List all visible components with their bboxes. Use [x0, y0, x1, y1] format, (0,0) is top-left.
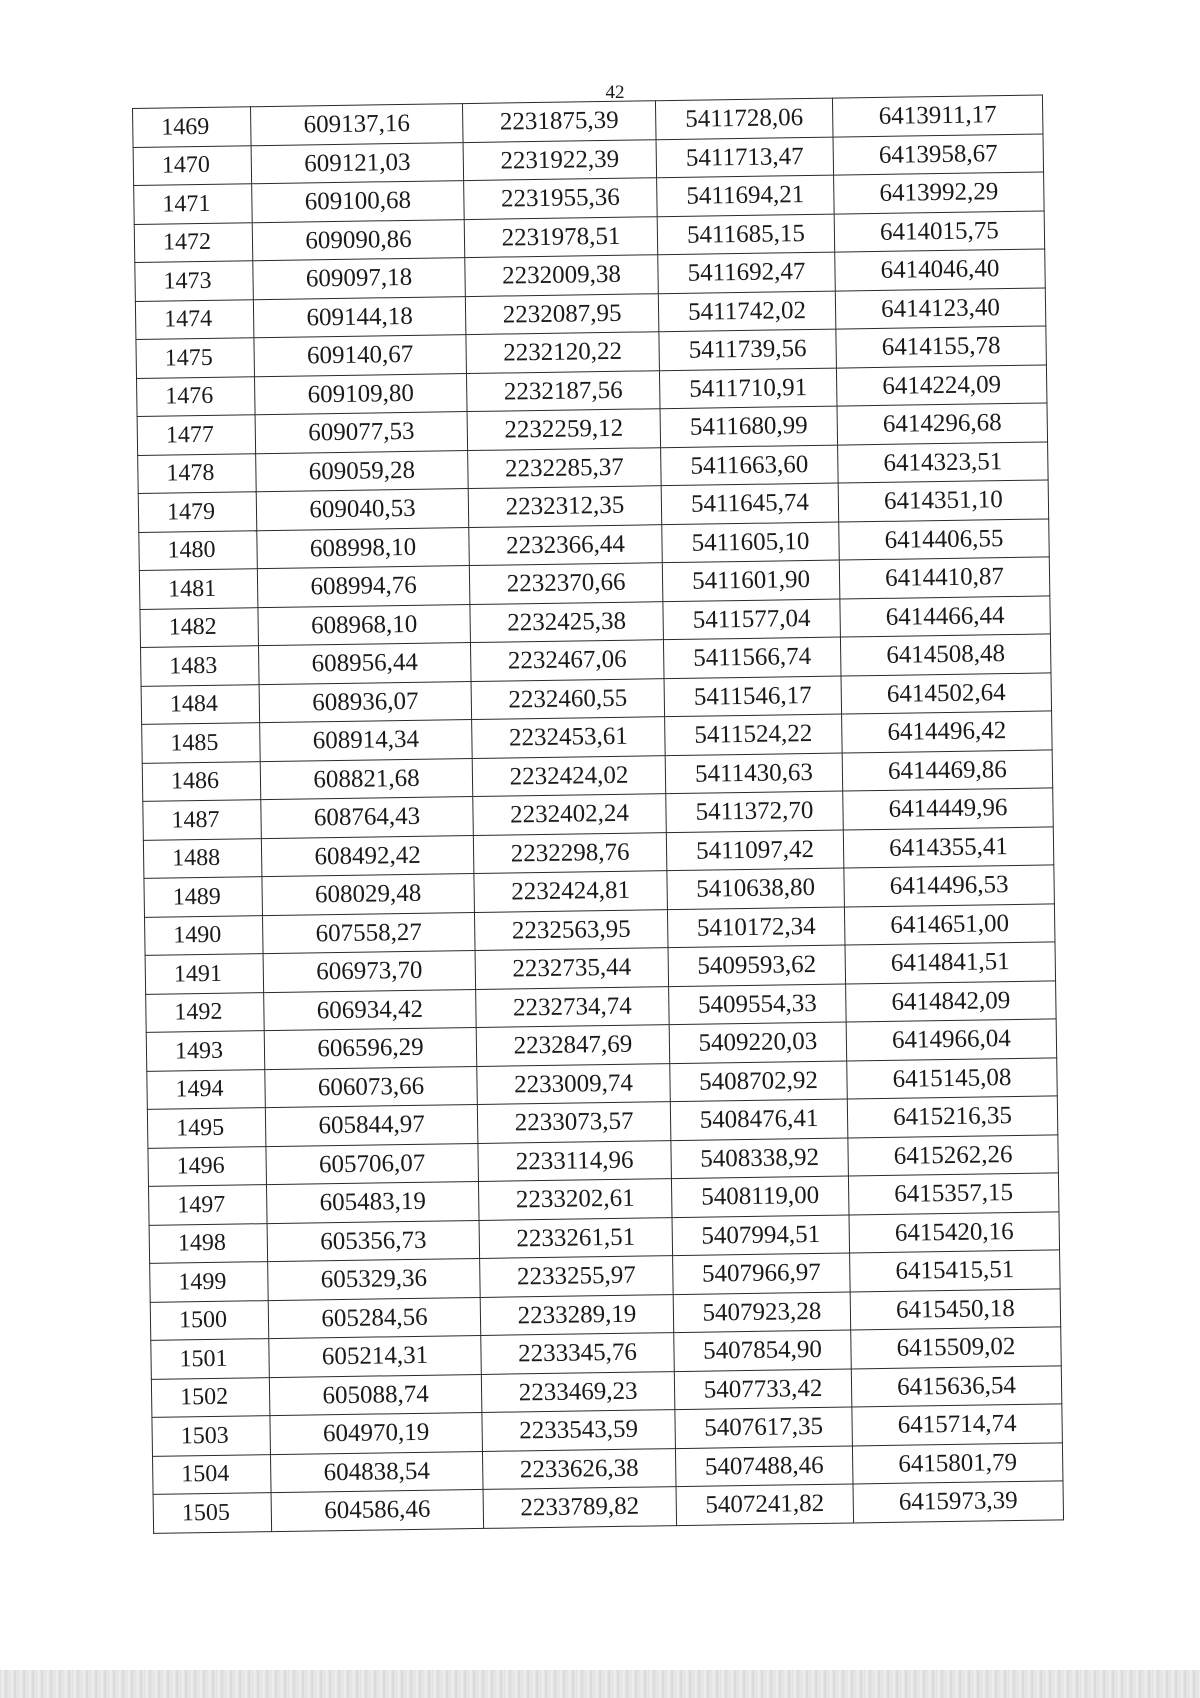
y-coordinate-cell: 2233202,61: [478, 1179, 672, 1220]
x-coordinate-cell: 608998,10: [257, 527, 470, 569]
point-number-cell: 1486: [142, 761, 261, 801]
point-number-cell: 1489: [144, 877, 263, 917]
y2-coordinate-cell: 6414406,55: [839, 518, 1050, 560]
x-coordinate-cell: 607558,27: [262, 912, 475, 954]
y2-coordinate-cell: 6415420,16: [849, 1211, 1060, 1253]
x2-coordinate-cell: 5407994,51: [672, 1214, 850, 1255]
x-coordinate-cell: 606596,29: [264, 1027, 477, 1069]
y2-coordinate-cell: 6414449,96: [843, 788, 1054, 830]
y-coordinate-cell: 2233469,23: [481, 1371, 675, 1412]
y-coordinate-cell: 2233261,51: [479, 1217, 673, 1258]
y-coordinate-cell: 2232424,02: [472, 755, 666, 796]
y2-coordinate-cell: 6414841,51: [845, 942, 1056, 984]
point-number-cell: 1477: [137, 415, 256, 455]
y2-coordinate-cell: 6414496,42: [842, 711, 1053, 753]
y2-coordinate-cell: 6414966,04: [846, 1019, 1057, 1061]
y2-coordinate-cell: 6414046,40: [835, 249, 1046, 291]
x-coordinate-cell: 609090,86: [252, 219, 465, 261]
y2-coordinate-cell: 6414842,09: [846, 980, 1057, 1022]
point-number-cell: 1478: [138, 453, 257, 493]
y-coordinate-cell: 2232366,44: [469, 524, 663, 565]
x-coordinate-cell: 609137,16: [250, 104, 463, 146]
table-body: [133, 95, 1064, 1533]
y-coordinate-cell: 2232312,35: [468, 486, 662, 527]
point-number-cell: 1503: [152, 1416, 271, 1456]
y2-coordinate-cell: 6415636,54: [851, 1365, 1062, 1407]
y2-coordinate-cell: 6415801,79: [852, 1442, 1063, 1484]
y2-coordinate-cell: 6414296,68: [837, 403, 1048, 445]
point-number-cell: 1472: [134, 222, 253, 262]
point-number-cell: 1481: [139, 569, 258, 609]
y-coordinate-cell: 2232563,95: [474, 909, 668, 950]
x2-coordinate-cell: 5408338,92: [671, 1137, 849, 1178]
y-coordinate-cell: 2232187,56: [466, 370, 660, 411]
y2-coordinate-cell: 6414410,87: [839, 557, 1050, 599]
y2-coordinate-cell: 6414651,00: [844, 903, 1055, 945]
y2-coordinate-cell: 6415450,18: [850, 1288, 1061, 1330]
point-number-cell: 1494: [147, 1069, 266, 1109]
x2-coordinate-cell: 5407733,42: [674, 1368, 852, 1409]
x-coordinate-cell: 609100,68: [252, 181, 465, 223]
point-number-cell: 1490: [145, 915, 264, 955]
y2-coordinate-cell: 6415973,39: [853, 1481, 1064, 1523]
y2-coordinate-cell: 6415509,02: [851, 1327, 1062, 1369]
x2-coordinate-cell: 5411097,42: [666, 830, 844, 871]
x2-coordinate-cell: 5411605,10: [662, 522, 840, 563]
y-coordinate-cell: 2231978,51: [464, 216, 658, 257]
x-coordinate-cell: 605706,07: [266, 1143, 479, 1185]
y2-coordinate-cell: 6414508,48: [840, 634, 1051, 676]
y2-coordinate-cell: 6413958,67: [833, 133, 1044, 175]
y2-coordinate-cell: 6414015,75: [834, 210, 1045, 252]
x2-coordinate-cell: 5411577,04: [663, 599, 841, 640]
x2-coordinate-cell: 5411645,74: [661, 483, 839, 524]
y-coordinate-cell: 2232402,24: [473, 794, 667, 835]
point-number-cell: 1471: [134, 184, 253, 224]
y-coordinate-cell: 2232453,61: [472, 717, 666, 758]
x2-coordinate-cell: 5411524,22: [665, 714, 843, 755]
y-coordinate-cell: 2232460,55: [471, 678, 665, 719]
x-coordinate-cell: 608764,43: [261, 797, 474, 839]
x-coordinate-cell: 605844,97: [265, 1104, 478, 1146]
x-coordinate-cell: 608914,34: [260, 720, 473, 762]
x-coordinate-cell: 605483,19: [266, 1181, 479, 1223]
point-number-cell: 1496: [148, 1146, 267, 1186]
y2-coordinate-cell: 6415145,08: [847, 1057, 1058, 1099]
point-number-cell: 1488: [143, 838, 262, 878]
x-coordinate-cell: 608936,07: [259, 681, 472, 723]
x-coordinate-cell: 608968,10: [258, 604, 471, 646]
point-number-cell: 1476: [137, 376, 256, 416]
y2-coordinate-cell: 6413992,29: [834, 172, 1045, 214]
x2-coordinate-cell: 5411663,60: [661, 445, 839, 486]
y2-coordinate-cell: 6413911,17: [832, 95, 1043, 137]
x2-coordinate-cell: 5408702,92: [670, 1061, 848, 1102]
y-coordinate-cell: 2233626,38: [482, 1448, 676, 1489]
y-coordinate-cell: 2233289,19: [480, 1294, 674, 1335]
point-number-cell: 1504: [152, 1454, 271, 1494]
x-coordinate-cell: 605088,74: [269, 1374, 482, 1416]
point-number-cell: 1482: [140, 607, 259, 647]
y-coordinate-cell: 2233255,97: [480, 1256, 674, 1297]
y-coordinate-cell: 2233345,76: [481, 1333, 675, 1374]
x2-coordinate-cell: 5407923,28: [673, 1291, 851, 1332]
y-coordinate-cell: 2232424,81: [474, 871, 668, 912]
x2-coordinate-cell: 5410638,80: [667, 868, 845, 909]
point-number-cell: 1479: [138, 492, 257, 532]
x2-coordinate-cell: 5411680,99: [660, 406, 838, 447]
y2-coordinate-cell: 6415216,35: [847, 1096, 1058, 1138]
x2-coordinate-cell: 5407488,46: [675, 1445, 853, 1486]
y-coordinate-cell: 2231875,39: [462, 101, 656, 142]
y2-coordinate-cell: 6415262,26: [848, 1134, 1059, 1176]
x2-coordinate-cell: 5411739,56: [659, 329, 837, 370]
x-coordinate-cell: 608994,76: [257, 566, 470, 608]
y-coordinate-cell: 2232425,38: [470, 601, 664, 642]
y2-coordinate-cell: 6415714,74: [852, 1404, 1063, 1446]
y-coordinate-cell: 2232467,06: [470, 640, 664, 681]
x2-coordinate-cell: 5411685,15: [657, 214, 835, 255]
x-coordinate-cell: 609140,67: [254, 335, 467, 377]
y-coordinate-cell: 2231955,36: [464, 178, 658, 219]
y2-coordinate-cell: 6414224,09: [836, 364, 1047, 406]
y2-coordinate-cell: 6414323,51: [838, 441, 1049, 483]
y-coordinate-cell: 2232734,74: [476, 986, 670, 1027]
y2-coordinate-cell: 6414502,64: [841, 672, 1052, 714]
point-number-cell: 1499: [150, 1262, 269, 1302]
x2-coordinate-cell: 5411742,02: [658, 291, 836, 332]
y-coordinate-cell: 2233073,57: [477, 1102, 671, 1143]
y-coordinate-cell: 2232847,69: [476, 1025, 670, 1066]
y2-coordinate-cell: 6414351,10: [838, 480, 1049, 522]
y-coordinate-cell: 2232259,12: [467, 409, 661, 450]
x2-coordinate-cell: 5411546,17: [664, 676, 842, 717]
y2-coordinate-cell: 6414355,41: [843, 826, 1054, 868]
x2-coordinate-cell: 5411601,90: [662, 560, 840, 601]
point-number-cell: 1492: [146, 992, 265, 1032]
x-coordinate-cell: 605356,73: [267, 1220, 480, 1262]
x-coordinate-cell: 605284,56: [268, 1297, 481, 1339]
x-coordinate-cell: 609121,03: [251, 142, 464, 184]
x-coordinate-cell: 608492,42: [261, 835, 474, 877]
x2-coordinate-cell: 5409593,62: [668, 945, 846, 986]
point-number-cell: 1469: [133, 107, 252, 147]
x-coordinate-cell: 609109,80: [254, 373, 467, 415]
x2-coordinate-cell: 5407617,35: [675, 1407, 853, 1448]
x-coordinate-cell: 604586,46: [271, 1489, 484, 1531]
x-coordinate-cell: 604970,19: [270, 1412, 483, 1454]
x-coordinate-cell: 605214,31: [269, 1335, 482, 1377]
y-coordinate-cell: 2232087,95: [465, 293, 659, 334]
y-coordinate-cell: 2232009,38: [465, 255, 659, 296]
point-number-cell: 1475: [136, 338, 255, 378]
x-coordinate-cell: 606934,42: [264, 989, 477, 1031]
x2-coordinate-cell: 5411430,63: [665, 753, 843, 794]
y-coordinate-cell: 2233009,74: [477, 1063, 671, 1104]
y2-coordinate-cell: 6414123,40: [835, 287, 1046, 329]
point-number-cell: 1501: [151, 1339, 270, 1379]
x-coordinate-cell: 606973,70: [263, 951, 476, 993]
coordinates-table-container: [132, 94, 1064, 1533]
point-number-cell: 1505: [153, 1493, 272, 1533]
x2-coordinate-cell: 5407241,82: [676, 1484, 854, 1525]
y-coordinate-cell: 2232370,66: [469, 563, 663, 604]
x-coordinate-cell: 609040,53: [256, 489, 469, 531]
y-coordinate-cell: 2231922,39: [463, 139, 657, 180]
x2-coordinate-cell: 5408476,41: [670, 1099, 848, 1140]
point-number-cell: 1485: [142, 723, 261, 763]
x2-coordinate-cell: 5411728,06: [655, 98, 833, 139]
point-number-cell: 1495: [147, 1108, 266, 1148]
x2-coordinate-cell: 5408119,00: [671, 1176, 849, 1217]
x-coordinate-cell: 606073,66: [265, 1066, 478, 1108]
point-number-cell: 1470: [133, 145, 252, 185]
point-number-cell: 1498: [149, 1223, 268, 1263]
x-coordinate-cell: 605329,36: [268, 1258, 481, 1300]
x2-coordinate-cell: 5407854,90: [674, 1330, 852, 1371]
x2-coordinate-cell: 5409220,03: [669, 1022, 847, 1063]
coordinates-table: [132, 94, 1064, 1533]
y-coordinate-cell: 2233543,59: [482, 1410, 676, 1451]
y2-coordinate-cell: 6414496,53: [844, 865, 1055, 907]
y-coordinate-cell: 2232298,76: [473, 832, 667, 873]
y2-coordinate-cell: 6415357,15: [848, 1173, 1059, 1215]
page-number: 42: [605, 82, 625, 103]
x2-coordinate-cell: 5407966,97: [673, 1253, 851, 1294]
y2-coordinate-cell: 6414469,86: [842, 749, 1053, 791]
y-coordinate-cell: 2232120,22: [466, 332, 660, 373]
scan-artifact-strip: [0, 1670, 1200, 1698]
point-number-cell: 1483: [141, 646, 260, 686]
x-coordinate-cell: 604838,54: [270, 1451, 483, 1493]
point-number-cell: 1484: [141, 684, 260, 724]
y2-coordinate-cell: 6414466,44: [840, 595, 1051, 637]
point-number-cell: 1480: [139, 530, 258, 570]
x-coordinate-cell: 609059,28: [256, 450, 469, 492]
point-number-cell: 1491: [145, 954, 264, 994]
x2-coordinate-cell: 5410172,34: [667, 907, 845, 948]
y-coordinate-cell: 2233114,96: [478, 1140, 672, 1181]
y2-coordinate-cell: 6415415,51: [850, 1250, 1061, 1292]
point-number-cell: 1493: [146, 1031, 265, 1071]
point-number-cell: 1500: [150, 1300, 269, 1340]
x-coordinate-cell: 608956,44: [258, 643, 471, 685]
point-number-cell: 1497: [148, 1185, 267, 1225]
x2-coordinate-cell: 5411372,70: [666, 791, 844, 832]
x-coordinate-cell: 609097,18: [253, 258, 466, 300]
x2-coordinate-cell: 5411694,21: [657, 175, 835, 216]
y-coordinate-cell: 2233789,82: [483, 1487, 677, 1528]
x2-coordinate-cell: 5411710,91: [659, 368, 837, 409]
x-coordinate-cell: 609144,18: [253, 296, 466, 338]
point-number-cell: 1502: [151, 1377, 270, 1417]
x-coordinate-cell: 608821,68: [260, 758, 473, 800]
point-number-cell: 1474: [135, 299, 254, 339]
x-coordinate-cell: 609077,53: [255, 412, 468, 454]
x2-coordinate-cell: 5411713,47: [656, 137, 834, 178]
x2-coordinate-cell: 5409554,33: [669, 984, 847, 1025]
x2-coordinate-cell: 5411692,47: [658, 252, 836, 293]
x2-coordinate-cell: 5411566,74: [663, 637, 841, 678]
x-coordinate-cell: 608029,48: [262, 874, 475, 916]
y-coordinate-cell: 2232735,44: [475, 948, 669, 989]
y-coordinate-cell: 2232285,37: [468, 447, 662, 488]
point-number-cell: 1473: [135, 261, 254, 301]
y2-coordinate-cell: 6414155,78: [836, 326, 1047, 368]
point-number-cell: 1487: [143, 800, 262, 840]
